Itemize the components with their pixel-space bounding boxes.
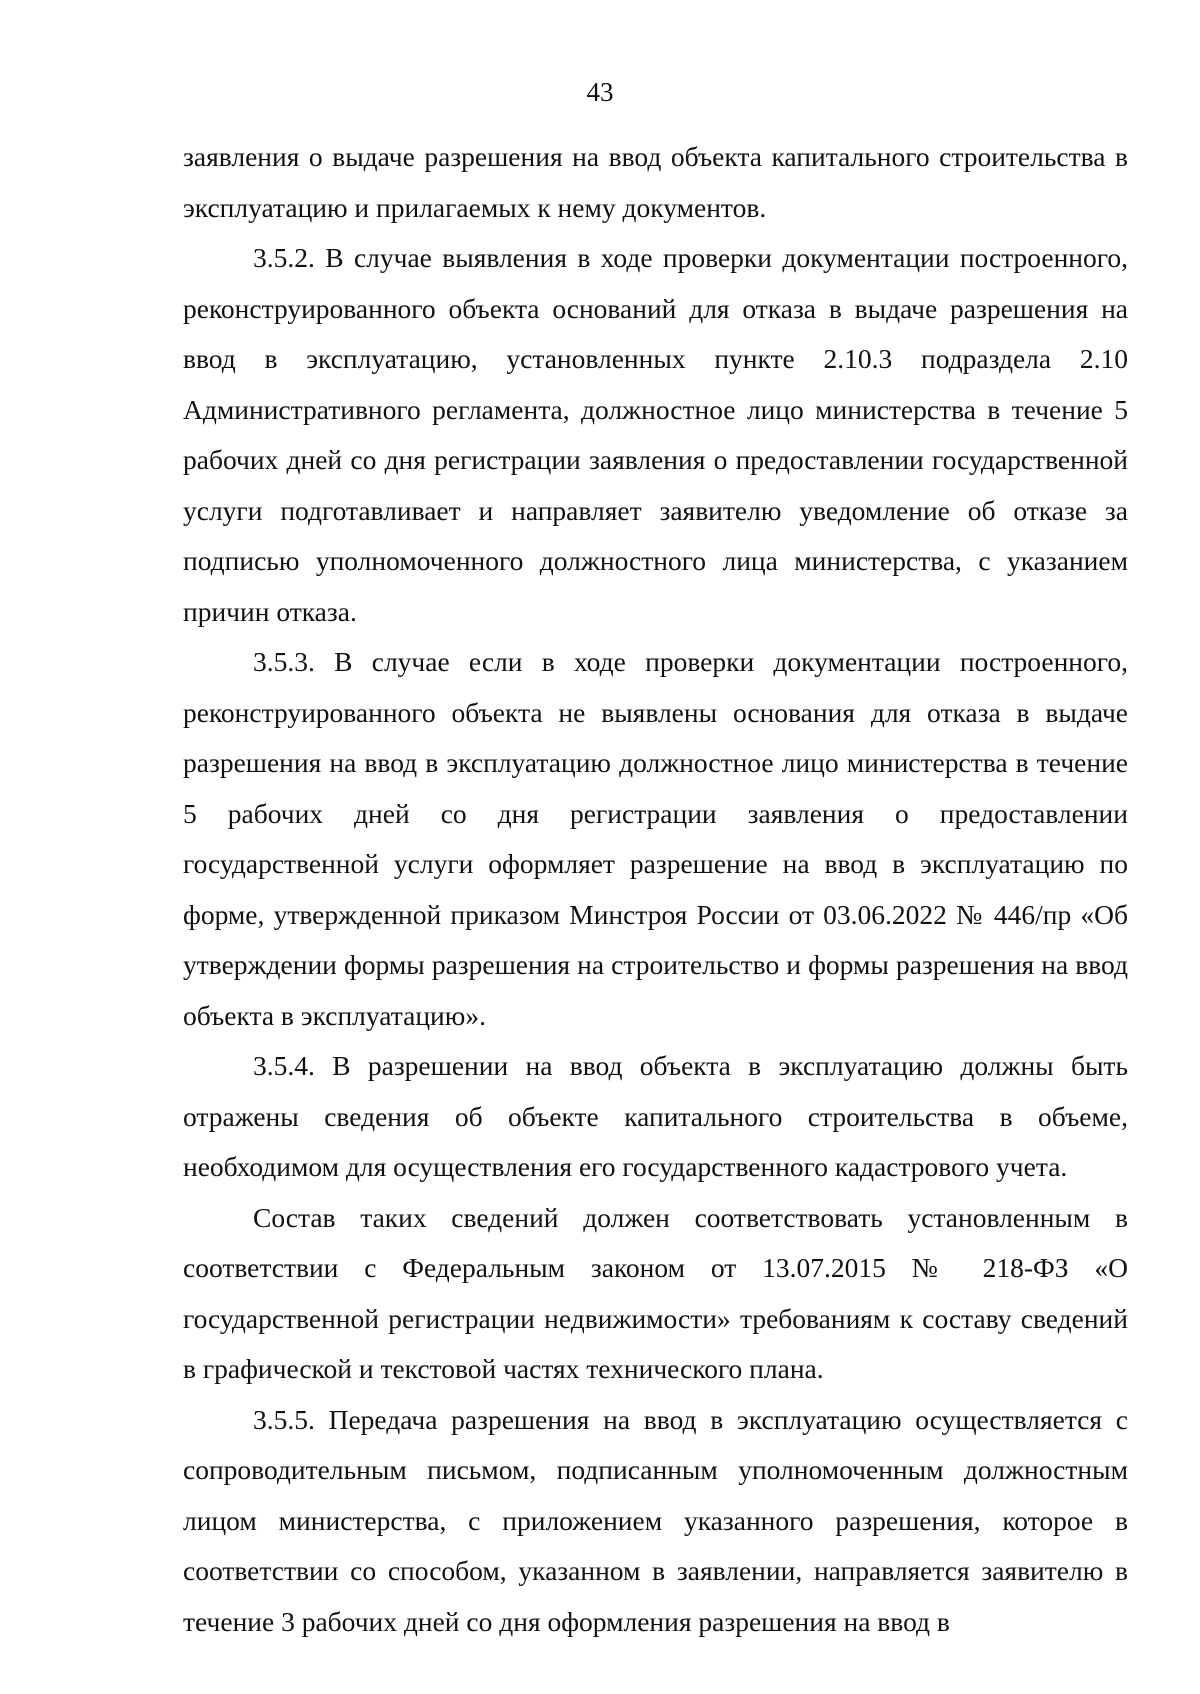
paragraph-3-5-3: 3.5.3. В случае если в ходе проверки документации построенного, реконструированного объекта не выявлены основания для отказа в выдаче разрешения на ввод в эксплуатацию должностное лицо министерства в течение 5 рабочих дней со дня регистрации заявления о предоставлении государственной услуги оформляет разрешение на ввод в эксплуатацию по форме, утвержденной приказом Минстроя России от 03.06.2022 № 446/пр «Об утверждении формы разрешения на строительство и формы разрешения на ввод объекта в эксплуатацию». <box>183 646 1128 1031</box>
paragraph-3-5-4: 3.5.4. В разрешении на ввод объекта в эксплуатацию должны быть отражены сведения об объекте капитального строительства в объеме, необходимом для осуществления его государственного кадастрового учета. <box>183 1050 1128 1182</box>
document-body <box>183 132 1128 1647</box>
page-number: 43 <box>586 77 614 107</box>
paragraph-continuation: заявления о выдаче разрешения на ввод объекта капитального строительства в эксплуатацию и прилагаемых к нему документов. <box>183 141 1128 223</box>
paragraph-3-5-2: 3.5.2. В случае выявления в ходе проверки документации построенного, реконструированного объекта оснований для отказа в выдаче разрешения на ввод в эксплуатацию, установленных пункте 2.10.3 подраздела 2.10 Административного регламента, должностное лицо министерства в течение 5 рабочих дней со дня регистрации заявления о предоставлении государственной услуги подготавливает и направляет заявителю уведомление об отказе за подписью уполномоченного должностного лица министерства, с указанием причин отказа. <box>183 242 1128 627</box>
paragraph-3-5-5: 3.5.5. Передача разрешения на ввод в эксплуатацию осуществляется с сопроводительным письмом, подписанным уполномоченным должностным лицом министерства, с приложением указанного разрешения, которое в соответствии со способом, указанном в заявлении, направляется заявителю в течение 3 рабочих дней со дня оформления разрешения на ввод в <box>183 1403 1128 1637</box>
paragraph-composition-of-information: Состав таких сведений должен соответствовать установленным в соответствии с Федеральным законом от 13.07.2015 № 218-ФЗ «О государственной регистрации недвижимости» требованиям к составу сведений в графической и текстовой частях технического плана. <box>183 1201 1128 1384</box>
